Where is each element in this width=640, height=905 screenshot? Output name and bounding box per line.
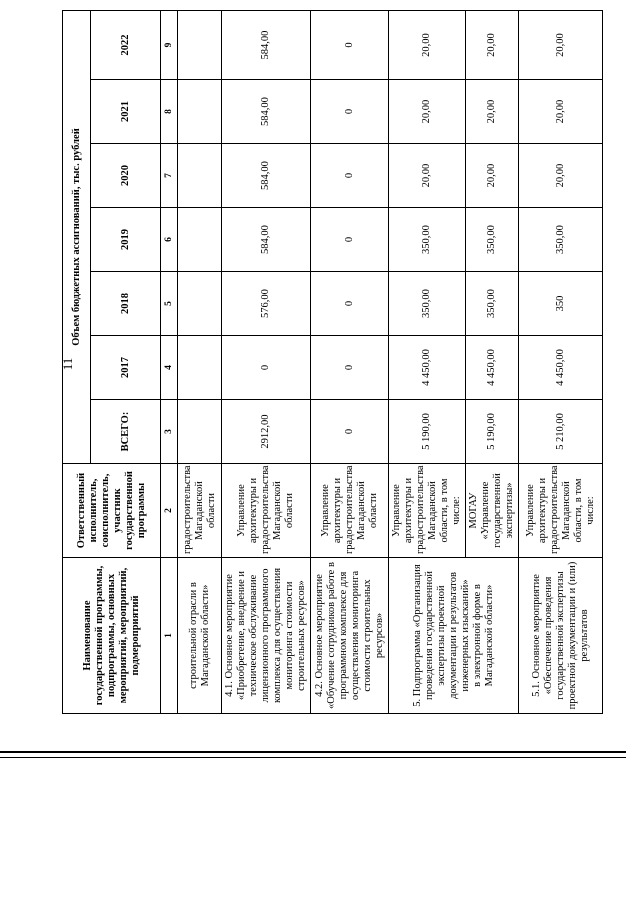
value-cell: 584,00: [222, 80, 311, 144]
row-sub-executor: МОГАУ «Управление государственной экспертизы»: [466, 464, 519, 558]
table-row: [222, 11, 311, 714]
value-cell: [178, 336, 222, 400]
value-cell: 0: [222, 336, 311, 400]
value-cell: 0: [311, 272, 389, 336]
value-cell: 2912,00: [222, 400, 311, 464]
table-row: [311, 11, 389, 714]
value-cell: 20,00: [389, 11, 466, 80]
value-cell: 20,00: [389, 80, 466, 144]
value-cell: [178, 208, 222, 272]
column-number: 1: [161, 558, 178, 714]
row-executor: Управление архитектуры и градостроительства Магаданской области, в том числе:: [519, 464, 603, 558]
row-executor: Управление архитектуры и градостроительства Магаданской области, в том числе:: [389, 464, 466, 558]
value-cell: 20,00: [389, 144, 466, 208]
value-cell: 5 190,00: [466, 400, 519, 464]
value-cell: [178, 272, 222, 336]
value-cell: 20,00: [519, 80, 603, 144]
value-cell: [178, 11, 222, 80]
row-name: 4.1. Основное мероприятие «Приобретение, внедрение и техническое обслуживание лицензионного программного комплекса для осуществления мониторинга стоимости строительных ресурсов»: [222, 558, 311, 714]
value-cell: 350,00: [389, 272, 466, 336]
value-cell: 350,00: [389, 208, 466, 272]
value-cell: 576,00: [222, 272, 311, 336]
budget-table: [62, 11, 602, 714]
column-number: 7: [161, 144, 178, 208]
value-cell: 20,00: [466, 80, 519, 144]
value-cell: [178, 144, 222, 208]
header-year: 2017: [91, 336, 161, 400]
table-row: [389, 11, 466, 714]
value-cell: [178, 80, 222, 144]
value-cell: 350: [519, 272, 603, 336]
column-number: 4: [161, 336, 178, 400]
row-name: 4.2. Основное мероприятие «Обучение сотрудников работе в программном комплексе для осуществления мониторинга стоимости строительных ресурсов»: [311, 558, 389, 714]
value-cell: 350,00: [466, 208, 519, 272]
value-cell: 0: [311, 208, 389, 272]
table-row: [178, 11, 222, 714]
row-name: [389, 558, 519, 714]
budget-table-container: [62, 11, 602, 714]
header-year: 2021: [91, 80, 161, 144]
row-name: строительной отрасли в Магаданской области»: [178, 558, 222, 714]
row-executor: Управление архитектуры и градостроительства Магаданской области: [311, 464, 389, 558]
value-cell: 0: [311, 11, 389, 80]
value-cell: 584,00: [222, 144, 311, 208]
header-year: 2019: [91, 208, 161, 272]
header-name: Наименование государственной программы, подпрограммы, основных мероприятий, мероприятий, подмероприятий: [63, 558, 161, 714]
header-total: ВСЕГО:: [91, 400, 161, 464]
table-row: [519, 11, 603, 714]
value-cell: 20,00: [466, 144, 519, 208]
value-cell: 5 210,00: [519, 400, 603, 464]
value-cell: 0: [311, 336, 389, 400]
page-number: 11: [60, 357, 75, 371]
value-cell: 5 190,00: [389, 400, 466, 464]
value-cell: 4 450,00: [519, 336, 603, 400]
column-number: 3: [161, 400, 178, 464]
row-name-continued: в электронной форме в Магаданской области»: [471, 584, 495, 687]
row-executor: градостроительства Магаданской области: [178, 464, 222, 558]
header-year: 2020: [91, 144, 161, 208]
page-divider-thin: [0, 757, 626, 758]
value-cell: 0: [311, 144, 389, 208]
value-cell: 20,00: [466, 11, 519, 80]
column-number: 5: [161, 272, 178, 336]
row-name-main: 5. Подпрограмма «Организация проведения государственной экспертизы проектной документации и результатов инженерных изысканий»: [411, 564, 471, 707]
header-year: 2018: [91, 272, 161, 336]
value-cell: 350,00: [519, 208, 603, 272]
value-cell: 20,00: [519, 144, 603, 208]
column-number: 8: [161, 80, 178, 144]
value-cell: 584,00: [222, 11, 311, 80]
header-executor: Ответственный исполнитель, соисполнитель, участник государственной программы: [63, 464, 161, 558]
column-number: 2: [161, 464, 178, 558]
header-year: 2022: [91, 11, 161, 80]
page-divider-thick: [0, 751, 626, 753]
value-cell: 20,00: [519, 11, 603, 80]
value-cell: 4 450,00: [389, 336, 466, 400]
value-cell: [178, 400, 222, 464]
value-cell: 0: [311, 400, 389, 464]
column-number: 6: [161, 208, 178, 272]
column-number: 9: [161, 11, 178, 80]
value-cell: 350,00: [466, 272, 519, 336]
header-budget: Объем бюджетных ассигнований, тыс. рублей: [63, 11, 91, 464]
value-cell: 584,00: [222, 208, 311, 272]
row-name: 5.1. Основное мероприятие «Обеспечение проведения государственной экспертизы проектной документации и (или) результатов: [519, 558, 603, 714]
row-executor: Управление архитектуры и градостроительства Магаданской области: [222, 464, 311, 558]
value-cell: 0: [311, 80, 389, 144]
value-cell: 4 450,00: [466, 336, 519, 400]
